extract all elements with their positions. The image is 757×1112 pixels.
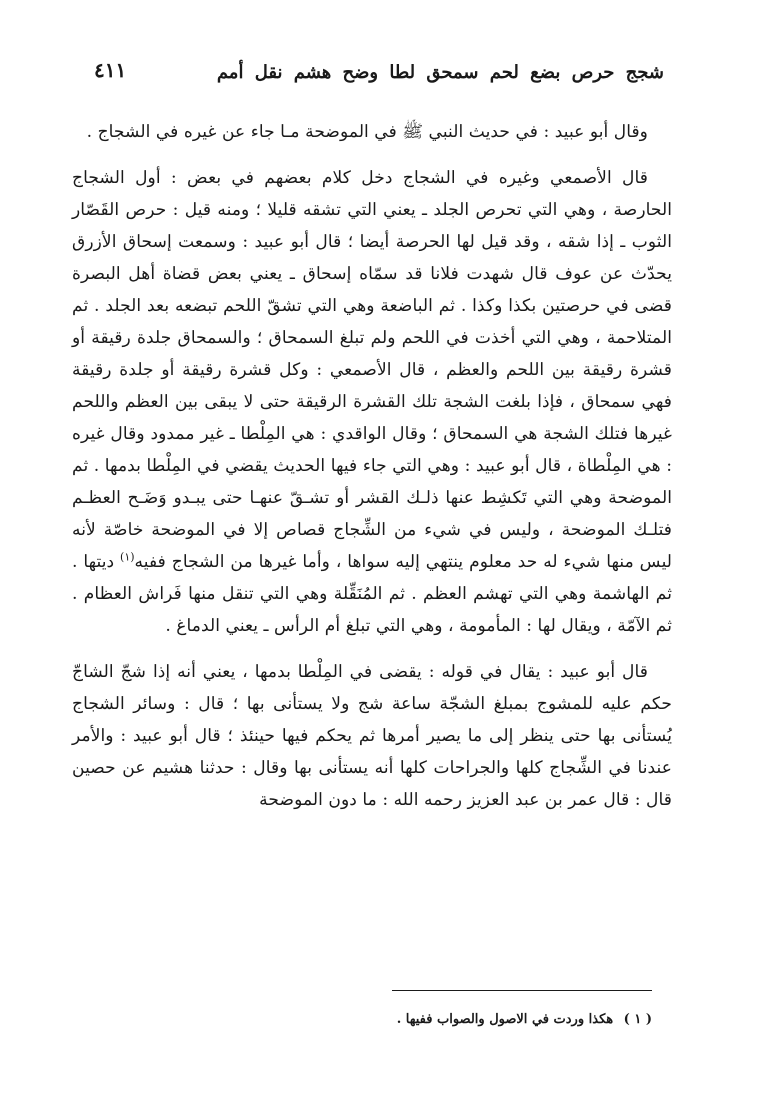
footnote-text: هكذا وردت في الاصول والصواب ففيها . <box>396 1012 614 1027</box>
paragraph-2-continuation: ديتها . ثم الهاشمة وهي التي تهشم العظم . ثم المُنَقِّلة وهي التي تنقل منها فَراش العظام . ثم الآمّة ، ويقال لها : المأمومة ، وهي التي تبلغ أم الرأس ـ يعني الدماغ . <box>72 552 672 636</box>
paragraph-1: وقال أبو عبيد : في حديث النبي ﷺ في الموضحة مـا جاء عن غيره في الشجاج . <box>86 122 648 142</box>
paragraph-2 <box>72 162 672 642</box>
paragraph-2-text: قال الأصمعي وغيره في الشجاج دخل كلام بعضهم في بعض : أول الشجاج الحارصة ، وهي التي تحرص الجلد ـ يعني التي تشقه قليلا ؛ ومنه قيل : حرص القَصّار الثوب ـ إذا شقه ، وقد قيل لها الحرصة أيضا ؛ قال أبو عبيد : وسمعت إسحاق الأزرق يحدّث عن عوف قال شهدت فلانا قد سمّاه إسحاق ـ يعني بعض قضاة أهل البصرة قضى في حرصتين بكذا وكذا . ثم الباضعة وهي التي تشقّ اللحم تبضعه بعد الجلد . ثم المتلاحمة ، وهي التي أخذت في اللحم ولم تبلغ السمحاق ؛ والسمحاق جلدة رقيقة أو قشرة رقيقة بين اللحم والعظم ، قال الأصمعي : وكل قشرة رقيقة أو جلدة رقيقة فهي سمحاق ، فإذا بلغت الشجة تلك القشرة الرقيقة حتى لا يبقى بين العظم واللحم غيرها فتلك الشجة هي السمحاق ؛ وقال الواقدي : هي المِلْطا ـ غير ممدود وقال غيره : هي المِلْطاة ، قال أبو عبيد : وهي التي جاء فيها الحديث يقضي في المِلْطا بدمها . ثم الموضحة وهي التي تَكشِط عنها ذلـك القشر أو تشـقّ عنهـا حتى يبـدو وَضَـح العظـم فتلـك الموضحة ، وليس في شيء من الشِّجاج قصاص إلا في الموضحة خاصّة لأنه ليس منها شيء له حد معلوم ينتهي إليه سواها ، وأما غيرها من الشجاج ففيه <box>72 168 673 572</box>
footnote-number: ( ١ ) <box>623 1012 652 1027</box>
running-header <box>72 52 672 96</box>
page-number: ٤١١ <box>94 58 127 82</box>
footnote-reference: (١) <box>120 550 135 564</box>
book-page <box>72 52 672 1072</box>
header-title: شجج حرص بضع لحم سمحق لطا وضح هشم نقل أمم <box>216 62 664 83</box>
body-text <box>72 116 672 816</box>
paragraph-3: قال أبو عبيد : يقال في قوله : يقضى في المِلْطا بدمها ، يعني أنه إذا شجّ الشاجّ حكم عليه للمشوج بمبلغ الشجّة ساعة شج ولا يستأنى بها ؛ قال : وسائر الشجاج يُستأنى بها حتى ينظر إلى ما يصير أمرها ثم يحكم فيها حينئذ ؛ قال أبو عبيد : والأمر عندنا في الشِّجاج كلها والجراحات كلها أنه يستأنى بها وقال : حدثنا هشيم عن حصين قال : قال عمر بن عبد العزيز رحمه الله : ما دون الموضحة <box>72 662 672 810</box>
footnote <box>92 1012 652 1027</box>
footnote-divider <box>392 990 652 991</box>
